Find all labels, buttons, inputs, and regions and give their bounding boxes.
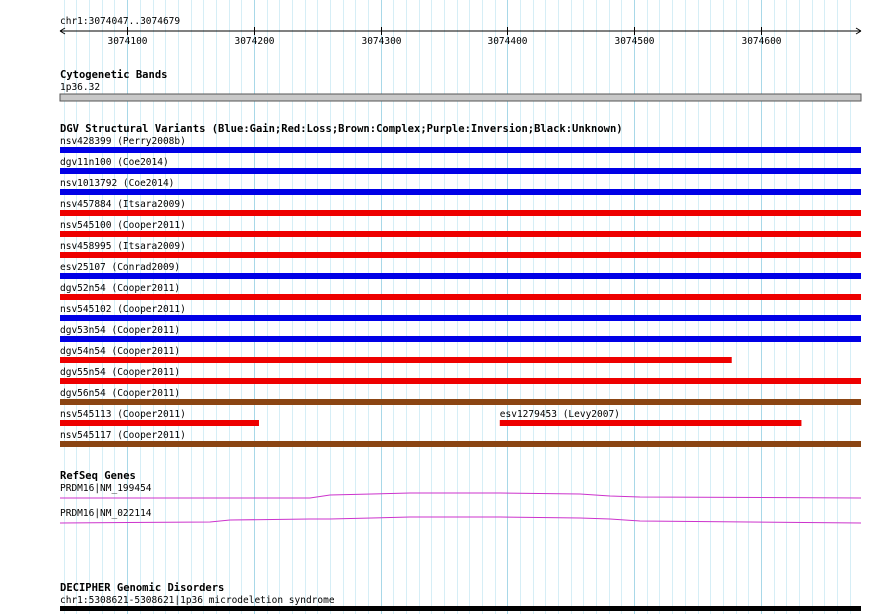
- variant-label: dgv55n54 (Cooper2011): [60, 367, 181, 378]
- variant-bar-loss[interactable]: [60, 294, 861, 300]
- variant-label: nsv545102 (Cooper2011): [60, 304, 186, 315]
- variant-bar-loss[interactable]: [60, 357, 732, 363]
- variant-label: esv1279453 (Levy2007): [499, 409, 620, 420]
- ruler-tick-label: 3074200: [234, 36, 275, 47]
- cytoband-track-title: Cytogenetic Bands: [60, 69, 168, 81]
- variant-label: nsv457884 (Itsara2009): [60, 199, 186, 210]
- variant-label: dgv56n54 (Cooper2011): [60, 388, 181, 399]
- decipher-track[interactable]: [60, 582, 861, 611]
- decipher-feature-bar[interactable]: [60, 606, 861, 611]
- variant-bar-loss[interactable]: [60, 420, 259, 426]
- variant-bar-loss[interactable]: [60, 252, 861, 258]
- variant-bar-gain[interactable]: [60, 189, 861, 195]
- variant-bar-complex[interactable]: [60, 441, 861, 447]
- region-label: chr1:3074047..3074679: [60, 16, 181, 27]
- ruler-tick-label: 3074100: [107, 36, 148, 47]
- decipher-label: chr1:5308621-5308621|1p36 microdeletion syndrome: [60, 595, 335, 606]
- variant-label: nsv428399 (Perry2008b): [60, 136, 186, 147]
- cytoband-track[interactable]: [60, 69, 861, 101]
- variant-bar-complex[interactable]: [60, 399, 861, 405]
- variant-bar-gain[interactable]: [60, 168, 861, 174]
- variant-label: nsv1013792 (Coe2014): [60, 178, 175, 189]
- variant-label: dgv52n54 (Cooper2011): [60, 283, 181, 294]
- dgv-track[interactable]: [60, 123, 861, 447]
- dgv-track-title: DGV Structural Variants (Blue:Gain;Red:Loss;Brown:Complex;Purple:Inversion;Black:Unknown): [60, 123, 623, 135]
- dgv-features[interactable]: [60, 136, 861, 447]
- variant-bar-gain[interactable]: [60, 273, 861, 279]
- variant-label: dgv11n100 (Coe2014): [60, 157, 169, 168]
- cytoband-label: 1p36.32: [60, 82, 101, 93]
- variant-label: esv25107 (Conrad2009): [60, 262, 181, 273]
- variant-bar-loss[interactable]: [60, 378, 861, 384]
- ruler-tick-label: 3074600: [741, 36, 782, 47]
- ruler-tick-label: 3074400: [487, 36, 528, 47]
- ruler-ticks: [107, 27, 781, 47]
- cytoband-bar[interactable]: [60, 94, 861, 101]
- refseq-track[interactable]: [60, 470, 861, 523]
- gene-label-nm-199454: PRDM16|NM_199454: [60, 483, 152, 494]
- variant-bar-loss[interactable]: [60, 231, 861, 237]
- variant-bar-gain[interactable]: [60, 336, 861, 342]
- variant-bar-gain[interactable]: [60, 315, 861, 321]
- variant-label: nsv545117 (Cooper2011): [60, 430, 186, 441]
- variant-label: nsv458995 (Itsara2009): [60, 241, 186, 252]
- variant-bar-loss[interactable]: [500, 420, 802, 426]
- variant-label: dgv54n54 (Cooper2011): [60, 346, 181, 357]
- ruler-tick-label: 3074500: [614, 36, 655, 47]
- variant-label: dgv53n54 (Cooper2011): [60, 325, 181, 336]
- variant-label: nsv545100 (Cooper2011): [60, 220, 186, 231]
- variant-label: nsv545113 (Cooper2011): [60, 409, 186, 420]
- gene-model-nm-022114[interactable]: [60, 517, 861, 523]
- gene-label-nm-022114: PRDM16|NM_022114: [60, 508, 152, 519]
- variant-bar-loss[interactable]: [60, 210, 861, 216]
- ruler-tick-label: 3074300: [361, 36, 402, 47]
- gene-model-nm-199454[interactable]: [60, 493, 861, 498]
- variant-bar-gain[interactable]: [60, 147, 861, 153]
- ruler[interactable]: [60, 16, 861, 47]
- refseq-track-title: RefSeq Genes: [60, 470, 136, 482]
- decipher-track-title: DECIPHER Genomic Disorders: [60, 582, 225, 594]
